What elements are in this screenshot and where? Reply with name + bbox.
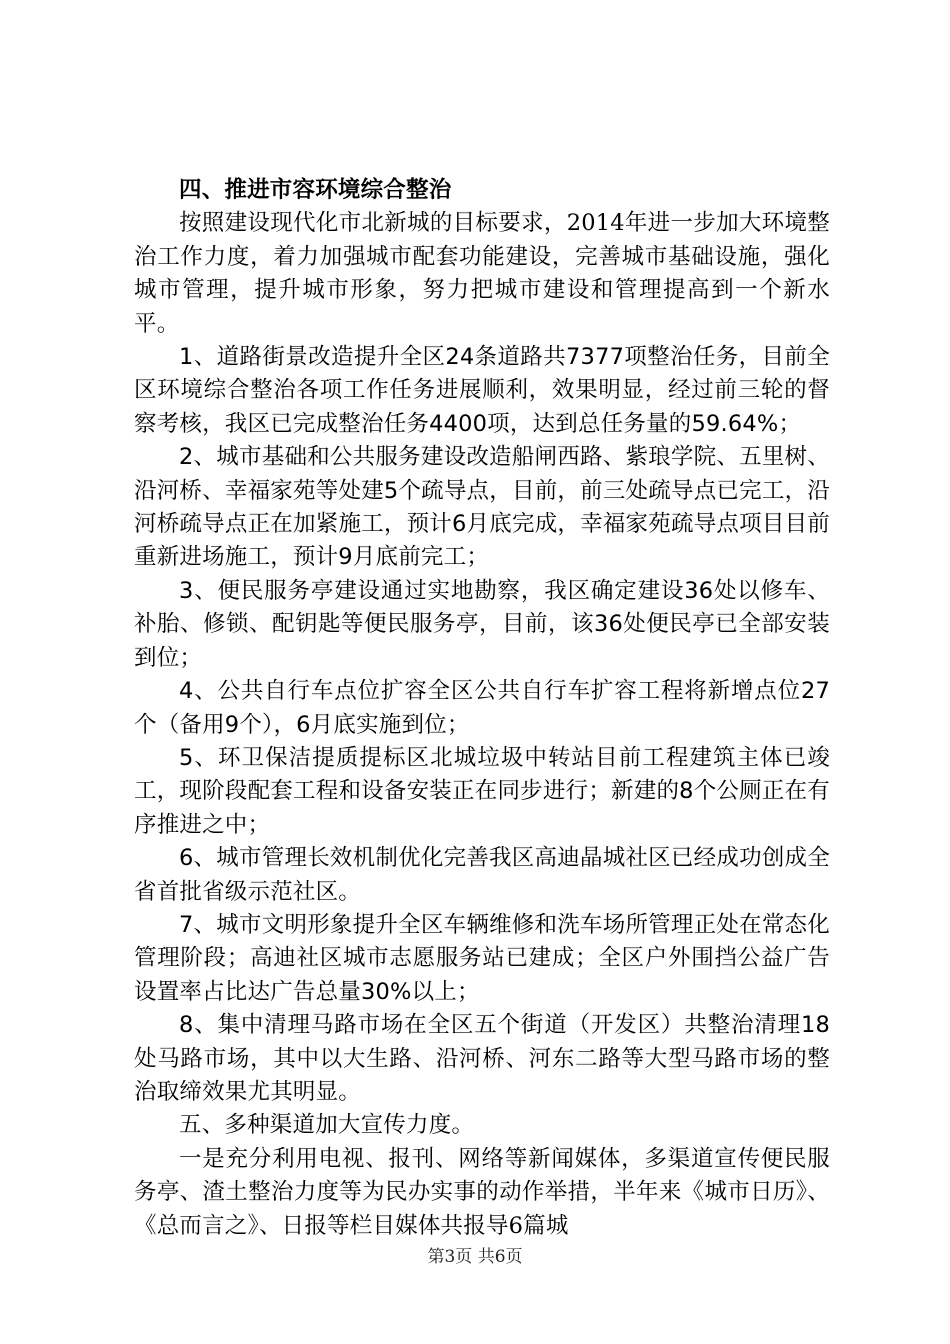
item-1-paragraph: 1、道路街景改造提升全区24条道路共7377项整治任务，目前全区环境综合整治各项工作任务进展顺利，效果明显，经过前三轮的督察考核，我区已完成整治任务4400项，达到总任务量的59.64%； [134,344,830,437]
item-5-paragraph: 5、环卫保洁提质提标区北城垃圾中转站目前工程建筑主体已竣工，现阶段配套工程和设备安装正在同步进行；新建的8个公厕正在有序推进之中； [134,744,830,838]
section-heading-4: 四、推进市容环境综合整治 [179,177,452,203]
section-heading-5: 五、多种渠道加大宣传力度。 [179,1112,475,1139]
item-8-paragraph: 8、集中清理马路市场在全区五个街道（开发区）共整治清理18处马路市场，其中以大生路、沿河桥、河东二路等大型马路市场的整治取缔效果尤其明显。 [134,1012,830,1105]
item-7-paragraph: 7、城市文明形象提升全区车辆维修和洗车场所管理正处在常态化管理阶段；高迪社区城市志愿服务站已建成；全区户外围挡公益广告设置率占比达广告总量30%以上； [134,911,830,1005]
item-2-paragraph: 2、城市基础和公共服务建设改造船闸西路、紫琅学院、五里树、沿河桥、幸福家苑等处建5个疏导点，目前，前三处疏导点已完工，沿河桥疏导点正在加紧施工，预计6月底完成，幸福家苑疏导点项目目前重新进场施工，预计9月底前完工； [134,444,830,571]
publicity-paragraph: 一是充分利用电视、报刊、网络等新闻媒体，多渠道宣传便民服务亭、渣土整治力度等为民办实事的动作举措，半年来《城市日历》、《总而言之》、日报等栏目媒体共报导6篇城 [134,1145,830,1239]
document-body [134,174,830,1243]
item-6-paragraph: 6、城市管理长效机制优化完善我区高迪晶城社区已经成功创成全省首批省级示范社区。 [134,845,830,905]
item-4-paragraph: 4、公共自行车点位扩容全区公共自行车扩容工程将新增点位27个（备用9个），6月底实施到位； [134,678,830,738]
page-number-footer: 第3页 共6页 [427,1247,523,1267]
section-intro-paragraph: 按照建设现代化市北新城的目标要求，2014年进一步加大环境整治工作力度，着力加强城市配套功能建设，完善城市基础设施，强化城市管理，提升城市形象，努力把城市建设和管理提高到一个新水平。 [134,210,830,337]
item-3-paragraph: 3、便民服务亭建设通过实地勘察，我区确定建设36处以修车、补胎、修锁、配钥匙等便民服务亭，目前，该36处便民亭已全部安装到位； [134,577,830,671]
